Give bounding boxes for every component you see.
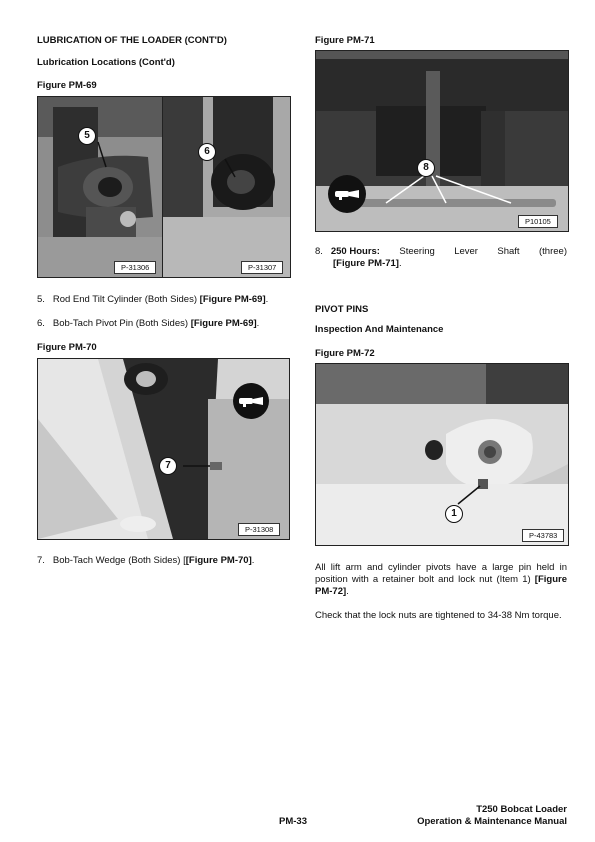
figure-pm69-photo-left [37,96,163,278]
list-item-5 [37,294,297,306]
figure-pm70-photo [37,358,290,540]
photo-number: P10105 [518,215,558,228]
figure-reference: [Figure PM-70] [185,555,252,566]
figure-reference: [Figure PM-69] [190,318,257,329]
list-item-7 [37,555,297,567]
figure-pm69-photo-right [162,96,291,278]
bob-tach-pivot-pin-image [163,97,290,277]
figure-reference: [Figure PM-69] [199,294,266,305]
list-item-8 [315,246,567,270]
figure-pm70-title: Figure PM-70 [37,342,97,353]
figure-reference: [Figure PM-71] [333,258,399,269]
rod-end-tilt-cylinder-image [38,97,162,277]
period: . [265,294,269,305]
photo-number: P-31306 [114,261,156,274]
period: . [346,586,349,597]
list-item-8-line2 [315,258,567,270]
figure-pm72-title: Figure PM-72 [315,348,375,359]
photo-number: P-43783 [522,529,564,542]
list-number: 5. [37,294,45,305]
page-number: PM-33 [279,816,307,827]
pivot-paragraph-2: Check that the lock nuts are tightened to 34-38 Nm torque. [315,610,562,621]
grease-gun-icon [328,175,366,213]
section-heading: LUBRICATION OF THE LOADER (CONT'D) [37,35,227,46]
service-interval: 250 Hours: [330,246,380,257]
photo-number: P-31307 [241,261,283,274]
grease-gun-icon-glyph [237,394,265,408]
photo-number: P-31308 [238,523,280,536]
figure-reference: [Figure PM-72] [315,574,567,597]
list-number: 7. [37,555,45,566]
figure-pm72-photo [315,363,569,546]
list-text: Rod End Tilt Cylinder (Both Sides) [52,294,200,305]
list-text: Bob-Tach Wedge (Both Sides) [ [52,555,186,566]
callout-1: 1 [445,505,463,523]
list-text: (three) [539,246,567,257]
pivot-pin-image [316,364,568,545]
list-text: Lever [454,246,478,257]
pivot-paragraph-1 [315,562,567,598]
figure-pm69-title: Figure PM-69 [37,80,97,91]
period: . [256,318,260,329]
list-text: Steering [399,246,435,257]
list-number: 8. [315,246,323,257]
list-number: 6. [37,318,45,329]
pivot-pins-heading: PIVOT PINS [315,304,369,315]
callout-7: 7 [159,457,177,475]
subsection-heading: Lubrication Locations (Cont'd) [37,57,175,68]
footer-model: T250 Bobcat Loader [476,804,567,815]
figure-pm71-title: Figure PM-71 [315,35,375,46]
paragraph-text: All lift arm and cylinder pivots have a large pin held in position with a retainer bolt and lock nut (Item 1) [315,562,567,585]
footer-manual: Operation & Maintenance Manual [417,816,567,827]
period: . [398,258,402,269]
inspection-heading: Inspection And Maintenance [315,324,444,335]
list-item-6 [37,318,297,330]
grease-gun-icon [233,383,269,419]
list-item-8-line1 [315,246,567,258]
figure-pm71-photo [315,50,569,232]
callout-5: 5 [78,127,96,145]
list-text: Shaft [497,246,520,257]
callout-6: 6 [198,143,216,161]
list-text: Bob-Tach Pivot Pin (Both Sides) [52,318,191,329]
period: . [251,555,255,566]
callout-8: 8 [417,159,435,177]
list-item-8-lead [315,246,380,258]
grease-gun-icon-glyph [333,187,361,201]
